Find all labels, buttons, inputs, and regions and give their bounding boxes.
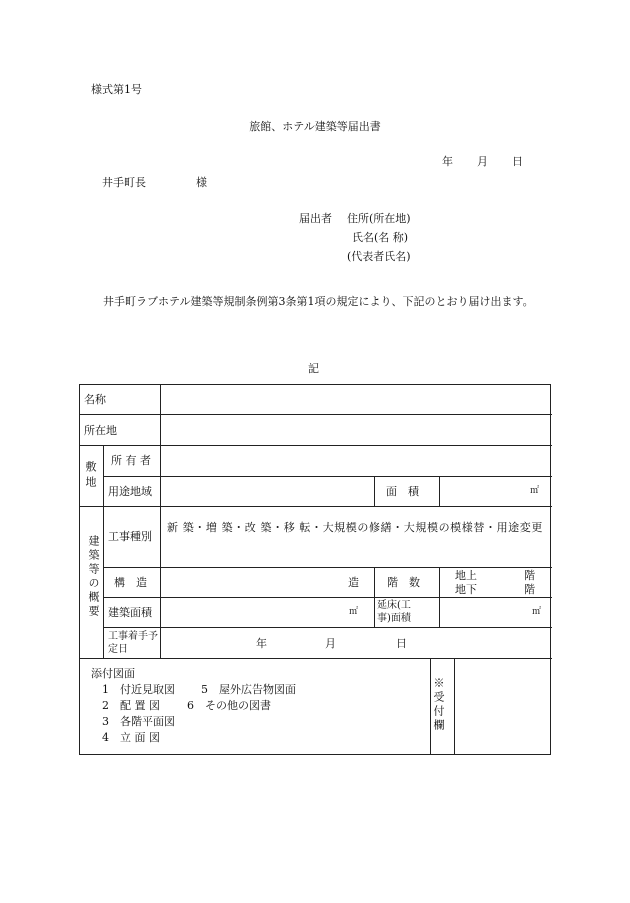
below-ground-label: 地下	[455, 583, 477, 596]
location-label: 所在地	[84, 424, 117, 437]
location-field[interactable]	[161, 415, 551, 445]
name-field[interactable]	[161, 386, 551, 414]
owner-label: 所 有 者	[111, 454, 151, 467]
attachment-item: 5 屋外広告物図面	[201, 683, 296, 696]
receipt-label: ※受付欄	[432, 677, 445, 733]
name-label: 名称	[84, 393, 106, 406]
attachment-item: 6 その他の図書	[187, 699, 271, 712]
attachments-heading: 添付図面	[91, 667, 135, 680]
work-type-label: 工事種別	[108, 530, 152, 543]
above-ground-unit: 階	[524, 569, 535, 582]
zoning-field[interactable]	[161, 477, 373, 506]
floors-label: 階 数	[387, 576, 420, 589]
site-area-label: 面 積	[386, 485, 419, 498]
floor-area-label: 延床(工事)面積	[377, 600, 411, 624]
start-year: 年	[256, 637, 267, 650]
overview-label: 建築等の概要	[87, 535, 100, 619]
notifier-address: 住所(所在地)	[347, 212, 411, 225]
start-date-label: 工事着手予定日	[108, 631, 158, 655]
above-ground-label: 地上	[455, 569, 477, 582]
zoning-label: 用途地域	[108, 485, 152, 498]
work-type-options[interactable]: 新 築・増 築・改 築・移 転・大規模の修繕・大規模の模様替・用途変更	[167, 521, 543, 534]
date-year: 年	[442, 155, 453, 168]
date-month: 月	[477, 155, 488, 168]
attachment-item: 4 立 面 図	[102, 731, 160, 744]
below-ground-unit: 階	[524, 583, 535, 596]
site-label: 敷地	[84, 461, 97, 491]
attachment-item: 1 付近見取図	[102, 683, 175, 696]
notifier-name: 氏名(名 称)	[352, 231, 409, 244]
document-title: 旅館、ホテル建築等届出書	[249, 120, 381, 133]
addressee: 井手町長	[102, 176, 146, 189]
owner-field[interactable]	[161, 446, 551, 476]
site-area-unit: ㎡	[530, 486, 540, 496]
start-month: 月	[325, 637, 336, 650]
notifier-label: 届出者	[299, 212, 332, 225]
structure-unit: 造	[348, 576, 359, 589]
floor-area-unit: ㎡	[532, 607, 542, 617]
body-paragraph: 井手町ラブホテル建築等規制条例第3条第1項の規定により、下記のとおり届け出ます。	[103, 295, 534, 308]
attachment-item: 2 配 置 図	[102, 699, 160, 712]
structure-label: 構 造	[114, 576, 147, 589]
notification-form-table	[79, 384, 551, 755]
ki-label: 記	[308, 362, 319, 375]
start-day: 日	[396, 637, 407, 650]
date-day: 日	[512, 155, 523, 168]
building-area-unit: ㎡	[349, 607, 359, 617]
receipt-field	[455, 659, 551, 755]
form-number: 様式第1号	[91, 83, 142, 96]
building-area-label: 建築面積	[108, 606, 152, 619]
honorific: 様	[196, 176, 207, 189]
attachment-item: 3 各階平面図	[102, 715, 175, 728]
notifier-representative: (代表者氏名)	[347, 250, 411, 263]
